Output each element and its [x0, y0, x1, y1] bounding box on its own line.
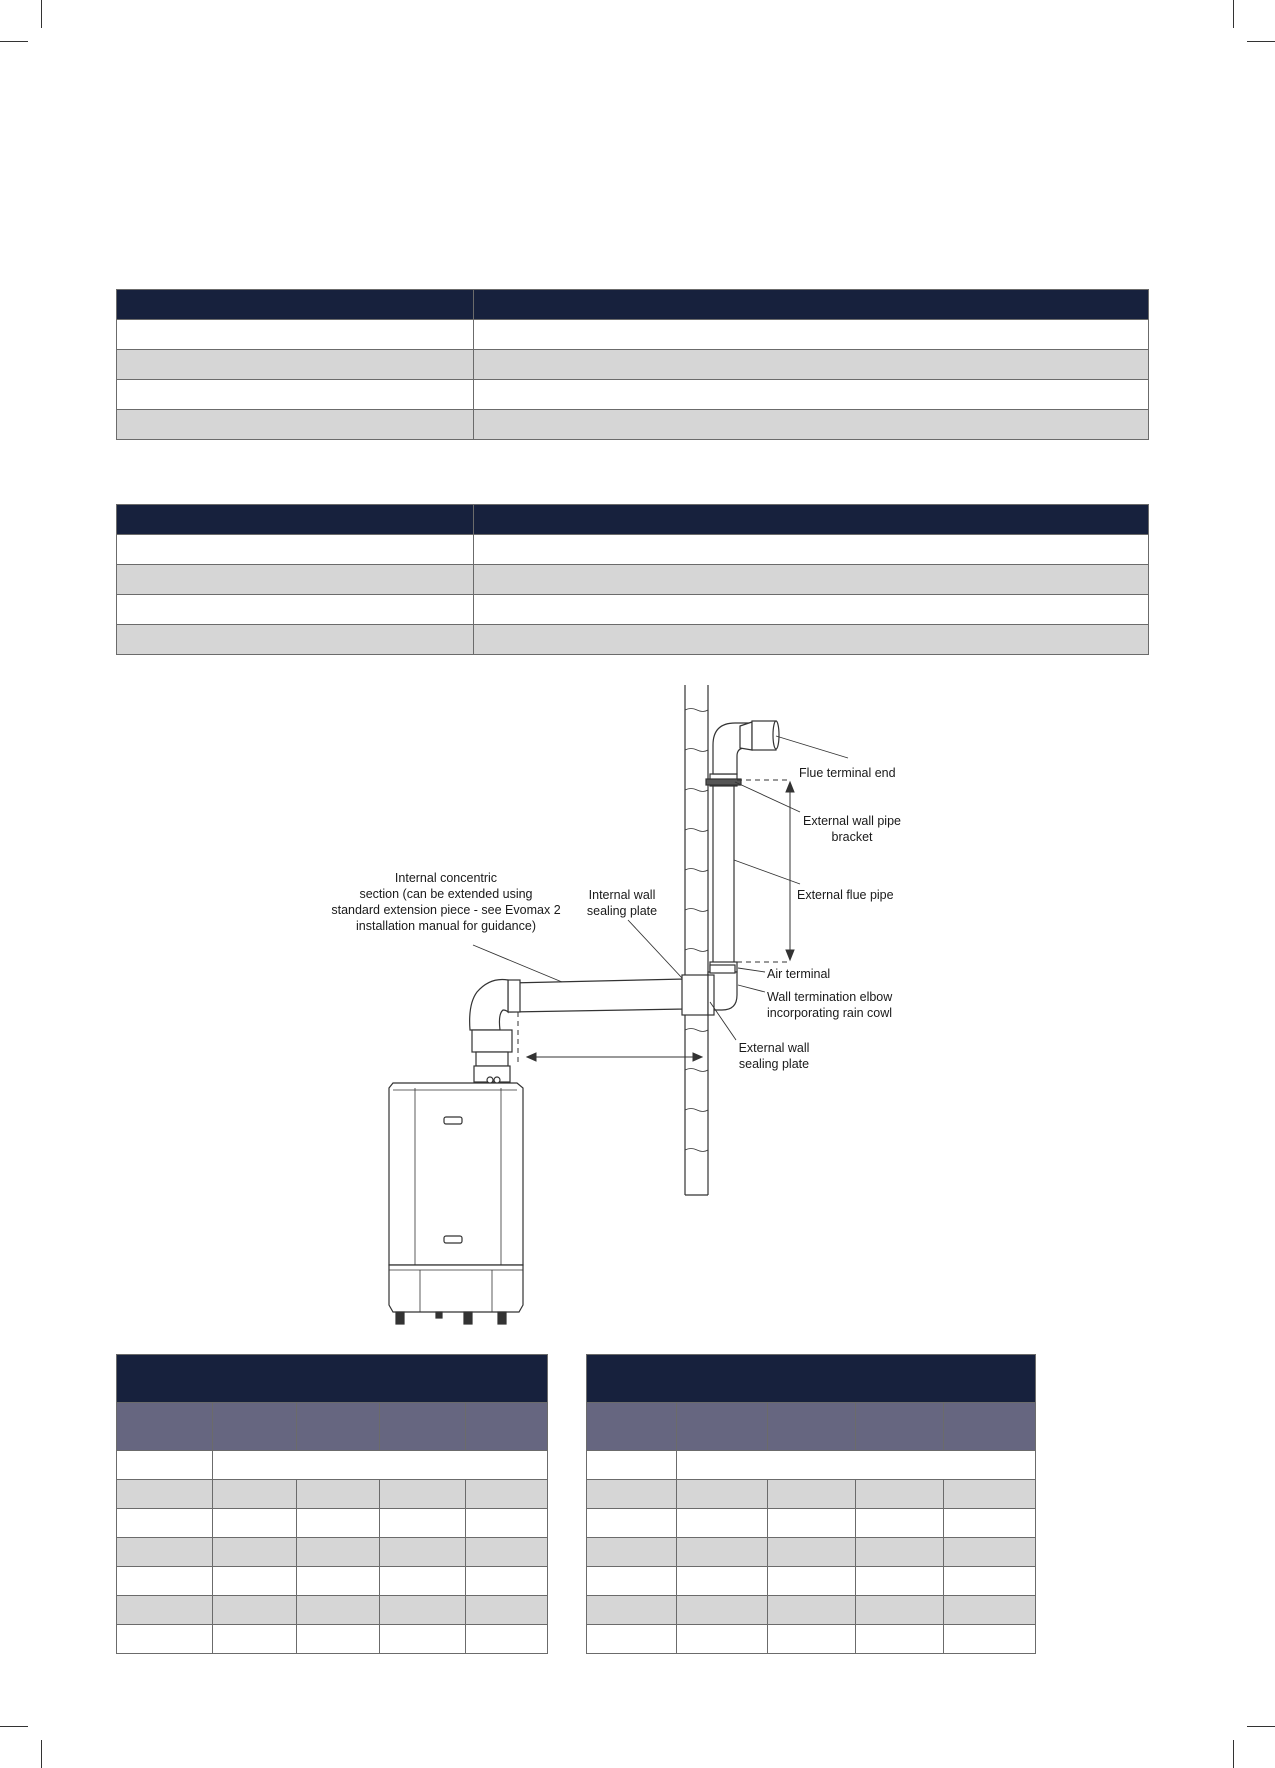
diagram-labels — [331, 766, 901, 1071]
internal-concentric-section — [470, 975, 714, 1082]
external-flue-pipe — [706, 721, 779, 972]
label-external-wall-plate-2: sealing plate — [738, 1057, 810, 1071]
label-external-flue-pipe: External flue pipe — [797, 888, 894, 902]
label-air-terminal: Air terminal — [767, 967, 831, 981]
bottom-table-left — [116, 1354, 548, 1654]
label-flue-terminal-end: Flue terminal end — [799, 766, 896, 780]
label-internal-concentric-3: standard extension piece - see Evomax 2 — [331, 903, 561, 917]
dimension-lines — [518, 780, 794, 1065]
label-internal-concentric-2: section (can be extended using — [359, 887, 533, 901]
label-internal-wall-plate-1: Internal wall — [588, 888, 656, 902]
wall — [685, 685, 708, 1195]
label-external-wall-bracket-2: bracket — [831, 830, 873, 844]
label-wall-elbow-2: incorporating rain cowl — [767, 1006, 893, 1020]
label-internal-concentric-1: Internal concentric — [394, 871, 498, 885]
label-internal-wall-plate-2: sealing plate — [586, 904, 658, 918]
label-wall-elbow-1: Wall termination elbow — [767, 990, 893, 1004]
boiler-unit — [389, 1077, 523, 1324]
label-internal-concentric-4: installation manual for guidance) — [356, 919, 536, 933]
bottom-table-right — [586, 1354, 1036, 1654]
label-external-wall-bracket-1: External wall pipe — [803, 814, 901, 828]
label-external-wall-plate-1: External wall — [738, 1041, 810, 1055]
